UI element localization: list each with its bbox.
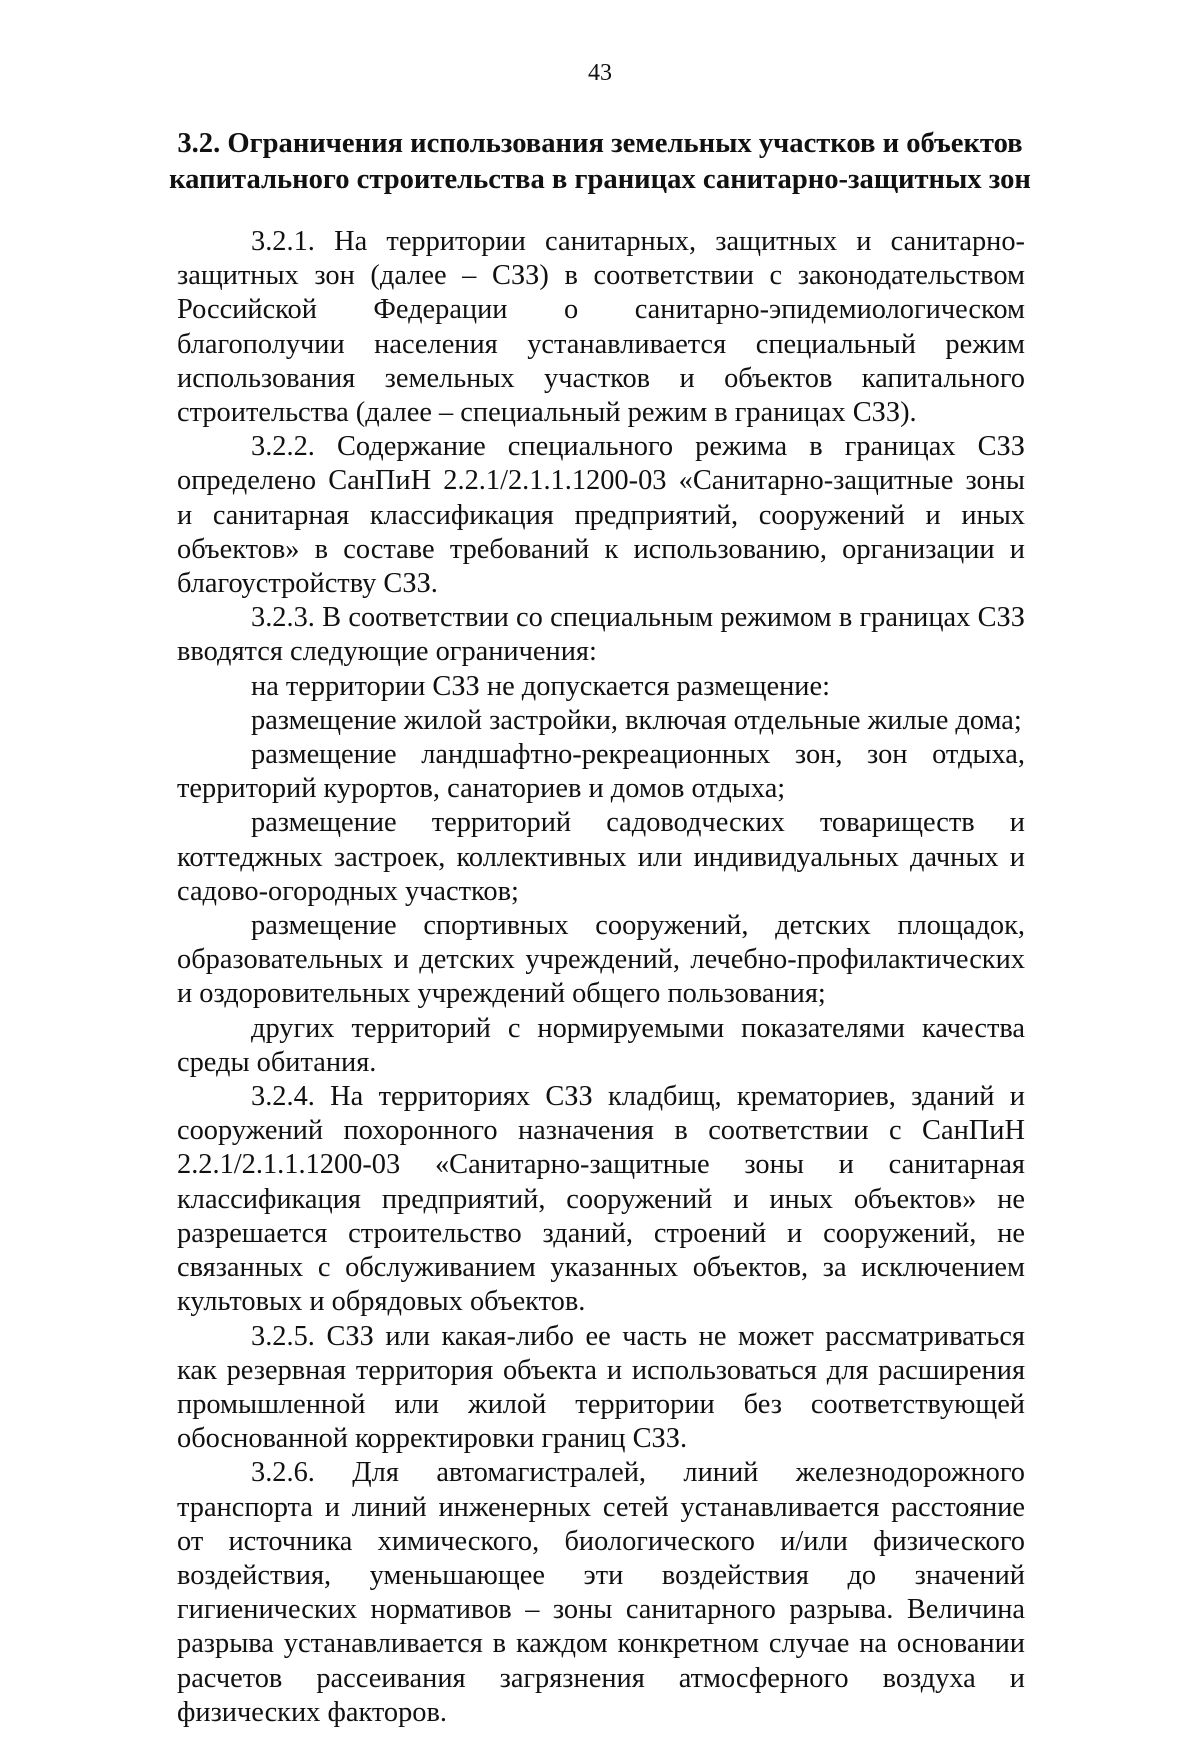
paragraph-3-2-3: 3.2.3. В соответствии со специальным режимом в границах СЗЗ вводятся следующие ограничения: <box>177 602 1025 668</box>
paragraph-3-2-6: 3.2.6. Для автомагистралей, линий железнодорожного транспорта и линий инженерных сетей устанавливается расстояние от источника химического, биологического и/или физического воздействия, уменьшающее эти воздействия до значений гигиенических нормативов – зоны санитарного разрыва. Величина разрыва устанавливается в каждом конкретном случае на основании расчетов рассеивания загрязнения атмосферного воздуха и физических факторов. <box>177 1457 1025 1728</box>
section-heading-line-1: 3.2. Ограничения использования земельных участков и объектов <box>177 128 1023 159</box>
restriction-item: размещение жилой застройки, включая отдельные жилые дома; <box>251 704 1022 736</box>
restriction-item: других территорий с нормируемыми показателями качества среды обитания. <box>177 1012 1025 1078</box>
document-body <box>177 225 1025 1730</box>
paragraph-3-2-5: 3.2.5. СЗЗ или какая-либо ее часть не может рассматриваться как резервная территория объекта и использоваться для расширения промышленной или жилой территории без соответствующей обоснованной корректировки границ СЗЗ. <box>177 1320 1025 1455</box>
paragraph-3-2-2: 3.2.2. Содержание специального режима в границах СЗЗ определено СанПиН 2.2.1/2.1.1.1200-03 «Санитарно-защитные зоны и санитарная классификация предприятий, сооружений и иных объектов» в составе требований к использованию, организации и благоустройству СЗЗ. <box>177 431 1025 600</box>
restriction-intro: на территории СЗЗ не допускается размещение: <box>251 670 830 702</box>
section-heading-line-2: капитального строительства в границах санитарно-защитных зон <box>169 164 1031 195</box>
restriction-item: размещение ландшафтно-рекреационных зон, зон отдыха, территорий курортов, санаториев и домов отдыха; <box>177 739 1025 805</box>
restriction-item: размещение территорий садоводческих товариществ и коттеджных застроек, коллективных или индивидуальных дачных и садово-огородных участков; <box>177 807 1025 907</box>
restriction-item: размещение спортивных сооружений, детских площадок, образовательных и детских учреждений, лечебно-профилактических и оздоровительных учреждений общего пользования; <box>177 910 1025 1010</box>
paragraph-3-2-1: 3.2.1. На территории санитарных, защитных и санитарно-защитных зон (далее – СЗЗ) в соответствии с законодательством Российской Федерации о санитарно-эпидемиологическом благополучии населения устанавливается специальный режим использования земельных участков и объектов капитального строительства (далее – специальный режим в границах СЗЗ). <box>177 226 1025 429</box>
page-number: 43 <box>588 60 612 86</box>
paragraph-3-2-4: 3.2.4. На территориях СЗЗ кладбищ, крематориев, зданий и сооружений похоронного назначения в соответствии с СанПиН 2.2.1/2.1.1.1200-03 «Санитарно-защитные зоны и санитарная классификация предприятий, сооружений и иных объектов» не разрешается строительство зданий, строений и сооружений, не связанных с обслуживанием указанных объектов, за исключением культовых и обрядовых объектов. <box>177 1081 1025 1318</box>
section-heading <box>150 126 1050 198</box>
